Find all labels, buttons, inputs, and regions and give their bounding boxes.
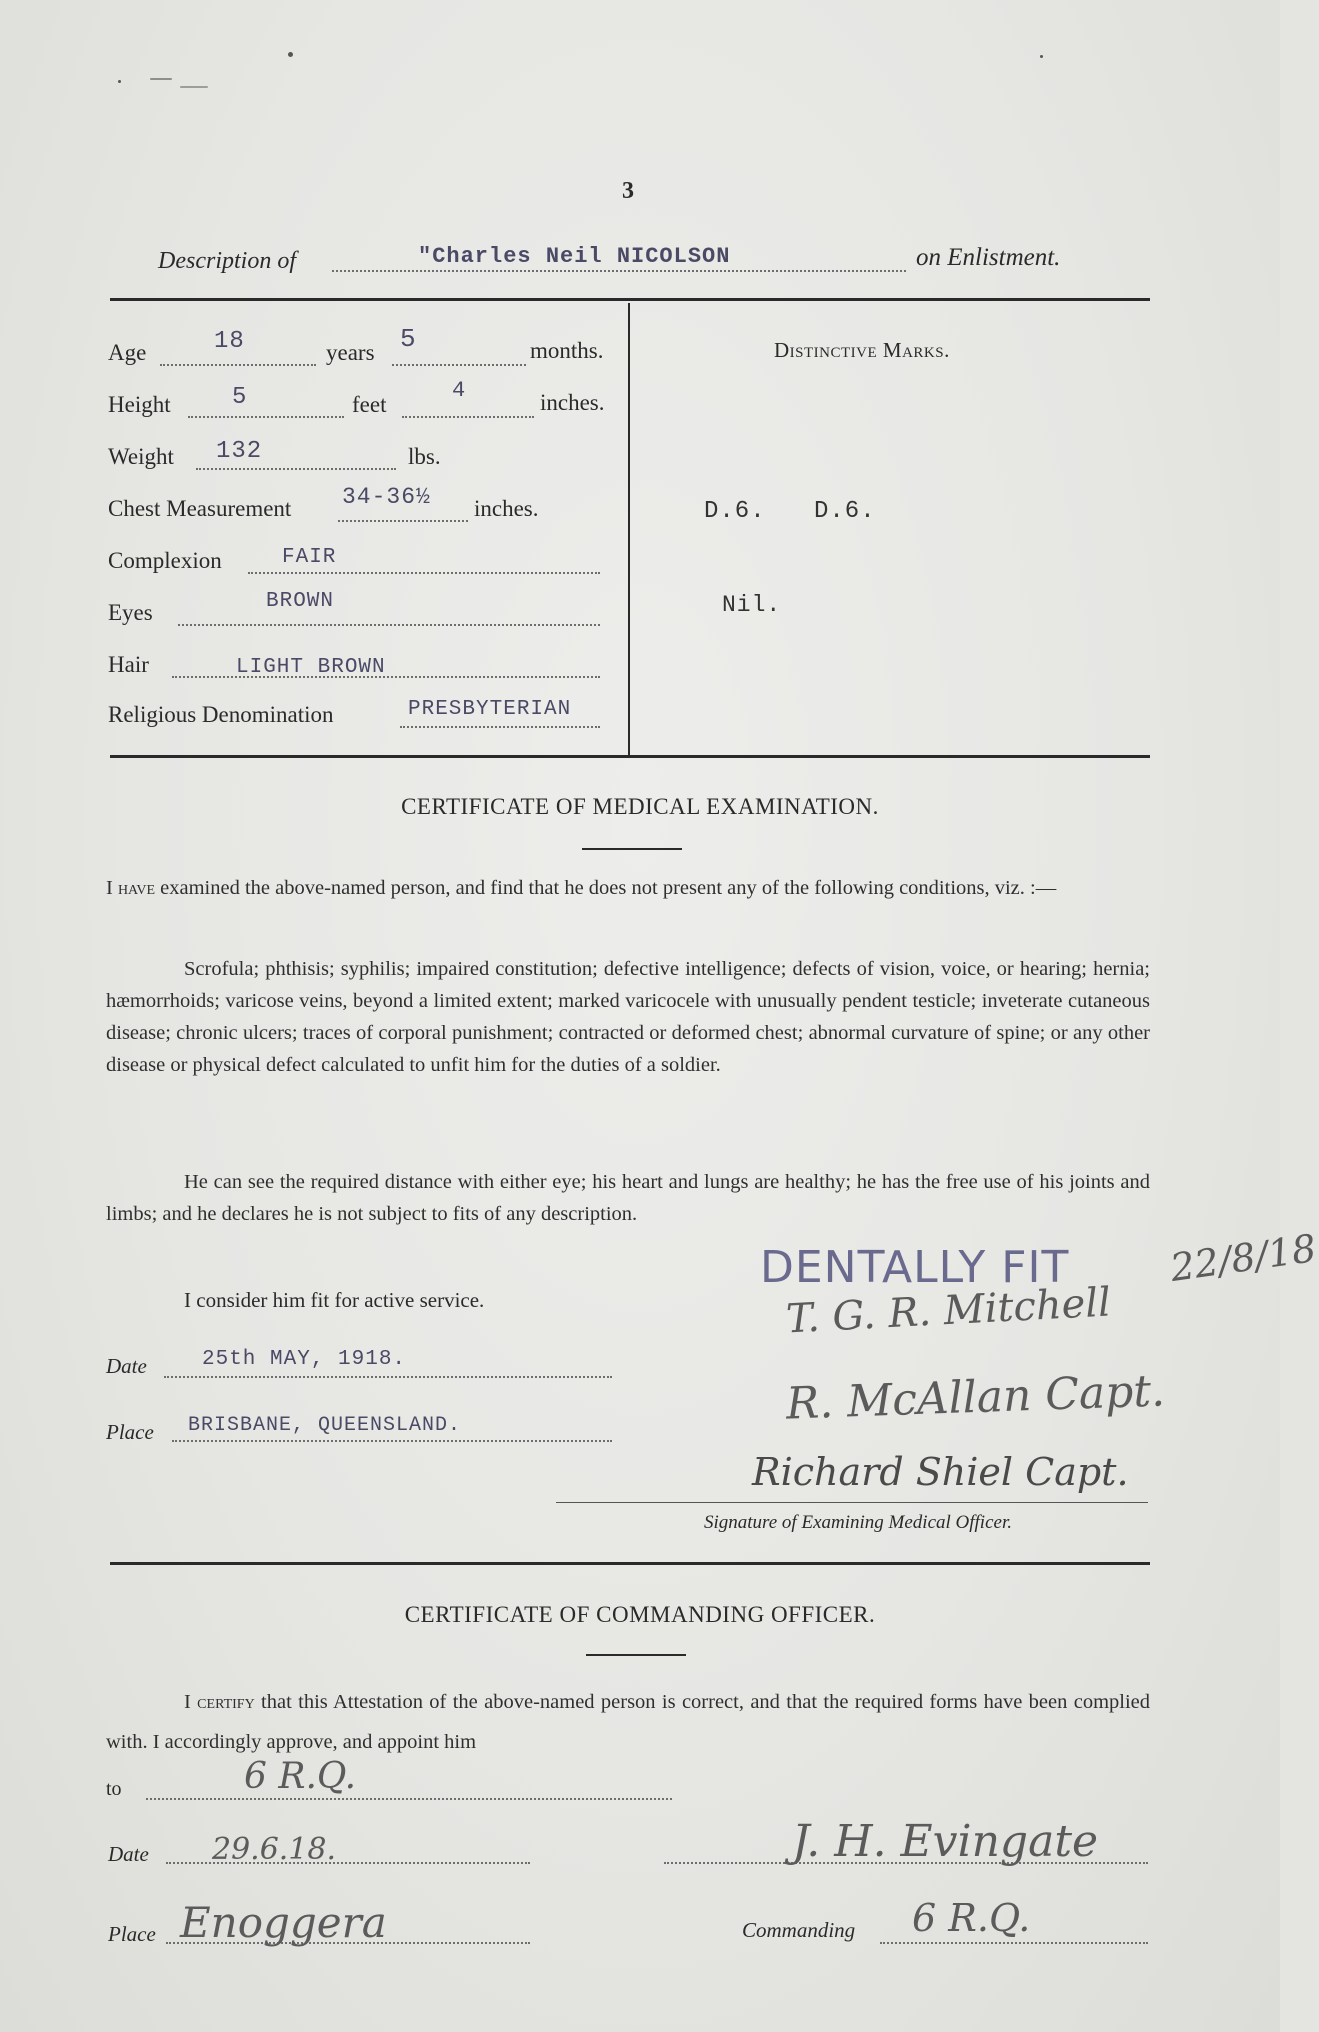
medical-place-dots bbox=[172, 1440, 612, 1442]
weight-label: Weight bbox=[108, 444, 174, 469]
appoint-to-value: 6 R.Q. bbox=[244, 1756, 357, 1797]
height-inches-value: 4 bbox=[452, 378, 467, 403]
signature-line bbox=[556, 1502, 1148, 1503]
appoint-to-dots bbox=[146, 1798, 672, 1800]
medical-intro bbox=[106, 872, 1150, 904]
distinctive-marks-nil: Nil. bbox=[722, 592, 782, 618]
height-feet-value: 5 bbox=[232, 384, 248, 411]
chest-label: Chest Measurement bbox=[108, 496, 292, 521]
weight-value: 132 bbox=[216, 438, 263, 465]
years-label: years bbox=[326, 340, 375, 365]
distinctive-marks-heading: Distinctive Marks. bbox=[774, 338, 950, 362]
commanding-certify bbox=[106, 1682, 1150, 1762]
name-dotted-line bbox=[332, 270, 906, 272]
commanding-dots bbox=[880, 1942, 1148, 1944]
speck bbox=[180, 86, 208, 88]
table-divider bbox=[628, 303, 630, 755]
dental-date: 22/8/18 bbox=[1167, 1226, 1319, 1290]
medical-title-underline bbox=[582, 848, 682, 850]
chest-unit: inches. bbox=[474, 496, 539, 521]
co-place-label: Place bbox=[108, 1922, 156, 1946]
co-signature: J. H. Evingate bbox=[792, 1816, 1099, 1867]
medical-date-label: Date bbox=[106, 1354, 147, 1378]
medical-date-dots bbox=[164, 1376, 612, 1378]
complexion-dots bbox=[248, 572, 600, 574]
feet-label: feet bbox=[352, 392, 387, 417]
medical-signature-2: Richard Shiel Capt. bbox=[752, 1450, 1129, 1494]
speck bbox=[288, 52, 293, 57]
medical-place-label: Place bbox=[106, 1420, 154, 1444]
description-label: Description of bbox=[158, 248, 296, 274]
commanding-label: Commanding bbox=[742, 1918, 856, 1942]
section-divider-rule bbox=[110, 1562, 1150, 1565]
commanding-value: 6 R.Q. bbox=[912, 1896, 1031, 1940]
speck bbox=[1040, 55, 1043, 58]
on-enlistment-label: on Enlistment. bbox=[916, 244, 1061, 271]
weight-dots bbox=[196, 468, 396, 470]
eyes-value: BROWN bbox=[266, 590, 335, 613]
age-years-value: 18 bbox=[214, 328, 245, 355]
religion-dots bbox=[400, 726, 600, 728]
certify-text: that this Attestation of the above-named person is correct, and that the required forms have been complied with. I accordingly approve, and appoint him bbox=[106, 1691, 1150, 1753]
medical-signature-1: R. McAllan Capt. bbox=[785, 1365, 1166, 1430]
complexion-label: Complexion bbox=[108, 548, 222, 573]
commanding-title-underline bbox=[586, 1654, 686, 1656]
age-dots bbox=[160, 364, 316, 366]
appoint-to-label: to bbox=[106, 1778, 122, 1800]
signature-caption: Signature of Examining Medical Officer. bbox=[704, 1512, 1012, 1533]
table-top-rule bbox=[110, 298, 1150, 301]
medical-place-value: BRISBANE, QUEENSLAND. bbox=[188, 1414, 462, 1437]
hair-value: LIGHT BROWN bbox=[236, 656, 386, 679]
height-feet-dots bbox=[188, 416, 344, 418]
certify-lead: I certify bbox=[184, 1691, 255, 1713]
speck bbox=[118, 80, 121, 83]
dentally-fit-stamp: DENTALLY FIT bbox=[760, 1242, 1070, 1293]
religion-label: Religious Denomination bbox=[108, 702, 334, 727]
medical-intro-lead: I have bbox=[106, 877, 156, 899]
months-label: months. bbox=[530, 338, 604, 363]
medical-certificate-title: CERTIFICATE OF MEDICAL EXAMINATION. bbox=[401, 794, 879, 819]
lbs-label: lbs. bbox=[408, 444, 441, 469]
months-dots bbox=[392, 364, 526, 366]
speck bbox=[150, 78, 172, 80]
distinctive-mark-1: D.6. bbox=[704, 498, 766, 525]
age-months-value: 5 bbox=[400, 324, 417, 354]
dental-signature: T. G. R. Mitchell bbox=[785, 1279, 1112, 1343]
chest-dots bbox=[338, 520, 468, 522]
soldier-name: "Charles Neil NICOLSON bbox=[418, 244, 731, 269]
medical-intro-text: examined the above-named person, and find that he does not present any of the following conditions, viz. :— bbox=[160, 877, 1057, 899]
chest-value: 34-36½ bbox=[342, 484, 431, 510]
table-bottom-rule bbox=[110, 755, 1150, 758]
co-date-value: 29.6.18. bbox=[212, 1832, 337, 1867]
height-label: Height bbox=[108, 392, 171, 417]
distinctive-mark-2: D.6. bbox=[814, 498, 876, 525]
page-number: 3 bbox=[622, 178, 634, 204]
co-place-value: Enoggera bbox=[180, 1898, 387, 1947]
medical-fitness: He can see the required distance with either eye; his heart and lungs are healthy; he has the free use of his joints and limbs; and he declares he is not subject to fits of any description. bbox=[106, 1171, 1150, 1225]
medical-consider: I consider him fit for active service. bbox=[184, 1288, 485, 1312]
religion-value: PRESBYTERIAN bbox=[408, 698, 572, 721]
commanding-certificate-title: CERTIFICATE OF COMMANDING OFFICER. bbox=[404, 1602, 876, 1627]
complexion-value: FAIR bbox=[282, 546, 337, 569]
inches-label: inches. bbox=[540, 390, 605, 415]
eyes-label: Eyes bbox=[108, 600, 153, 625]
medical-conditions: Scrofula; phthisis; syphilis; impaired constitution; defective intelligence; defects of vision, voice, or hearing; hernia; hæmorrhoids; varicose veins, beyond a limited extent; marked varicocele with unusually pendent testicle; inveterate cutaneous disease; chronic ulcers; traces of corporal punishment; contracted or deformed chest; abnormal curvature of spine; or any other disease or physical defect calculated to unfit him for the duties of a soldier. bbox=[106, 958, 1150, 1076]
height-inches-dots bbox=[402, 416, 534, 418]
hair-label: Hair bbox=[108, 652, 149, 677]
co-date-label: Date bbox=[108, 1842, 149, 1866]
eyes-dots bbox=[178, 624, 600, 626]
medical-date-value: 25th MAY, 1918. bbox=[202, 1348, 407, 1371]
age-label: Age bbox=[108, 340, 147, 365]
